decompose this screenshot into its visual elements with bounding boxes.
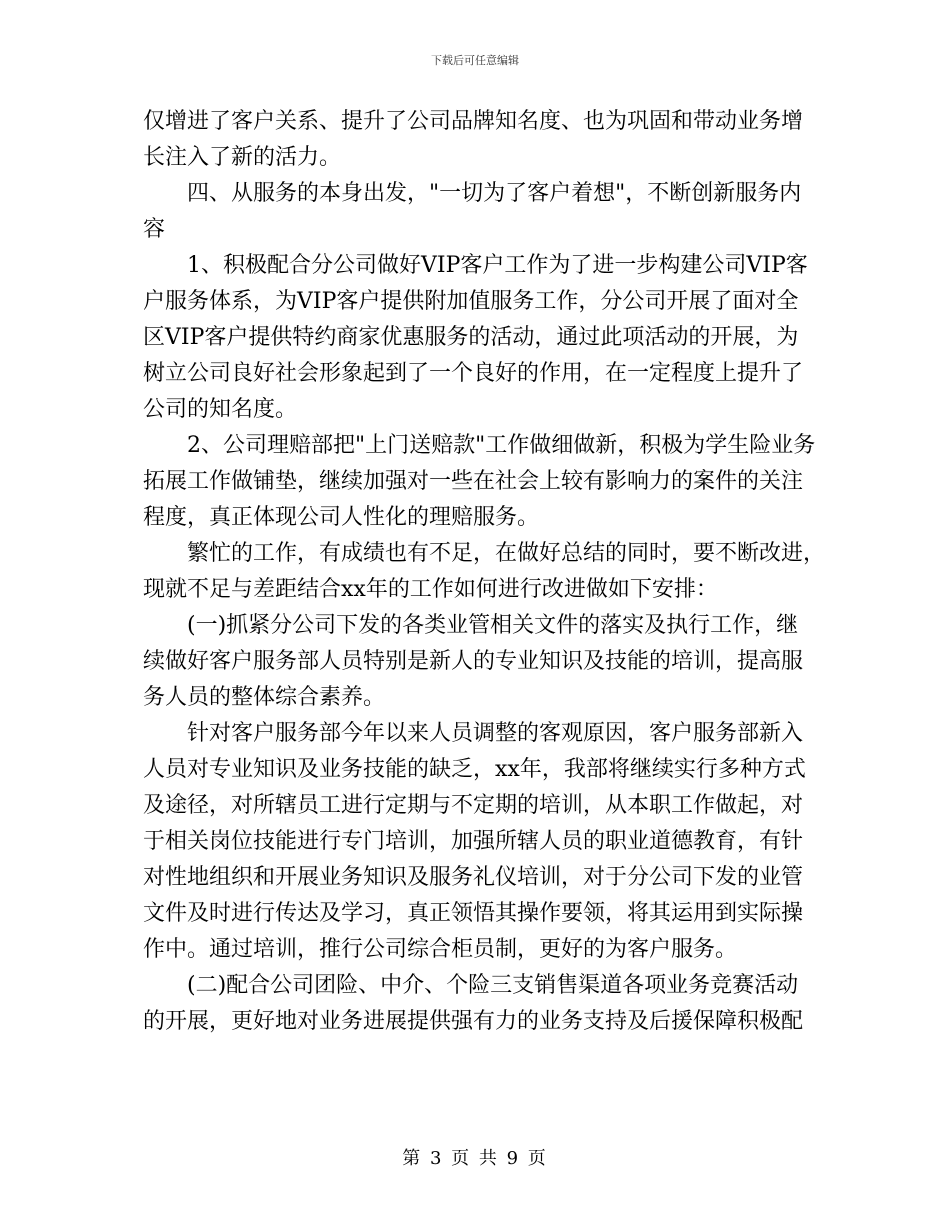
text-line: 文件及时进行传达及学习，真正领悟其操作要领，将其运用到实际操 <box>143 901 804 926</box>
text-line: 区VIP客户提供特约商家优惠服务的活动，通过此项活动的开展，为 <box>143 325 799 350</box>
text-line: 及途径，对所辖员工进行定期与不定期的培训，从本职工作做起，对 <box>143 793 804 818</box>
document-body <box>143 104 826 1040</box>
text-line: 务人员的整体综合素养。 <box>143 685 386 710</box>
text-line: 公司的知名度。 <box>143 397 298 422</box>
text-line: 对性地组织和开展业务知识及服务礼仪培训，对于分公司下发的业管 <box>143 865 804 890</box>
text-line: 于相关岗位技能进行专门培训，加强所辖人员的职业道德教育，有针 <box>143 829 804 854</box>
text-line: 树立公司良好社会形象起到了一个良好的作用，在一定程度上提升了 <box>143 361 804 386</box>
text-line: 现就不足与差距结合xx年的工作如何进行改进做如下安排： <box>143 577 718 602</box>
paragraph-first-line: 繁忙的工作，有成绩也有不足，在做好总结的同时，要不断改进， <box>187 541 826 566</box>
text-line: 的开展，更好地对业务进展提供强有力的业务支持及后援保障积极配 <box>143 1009 804 1034</box>
text-line: 作中。通过培训，推行公司综合柜员制，更好的为客户服务。 <box>143 937 738 962</box>
text-line: 长注入了新的活力。 <box>143 145 342 170</box>
paragraph-first-line: 四、从服务的本身出发，"一切为了客户着想"，不断创新服务内 <box>187 181 802 206</box>
paragraph-first-line: 2、公司理赔部把"上门送赔款"工作做细做新，积极为学生险业务 <box>187 433 816 458</box>
text-line: 人员对专业知识及业务技能的缺乏，xx年，我部将继续实行多种方式 <box>143 757 806 782</box>
text-line: 仅增进了客户关系、提升了公司品牌知名度、也为巩固和带动业务增 <box>143 109 804 134</box>
text-line: 程度，真正体现公司人性化的理赔服务。 <box>143 505 540 530</box>
paragraph-first-line: (一)抓紧分公司下发的各类业管相关文件的落实及执行工作，继 <box>187 613 799 638</box>
page-footer: 第 3 页 共 9 页 <box>402 1148 548 1169</box>
text-line: 户服务体系，为VIP客户提供附加值服务工作，分公司开展了面对全 <box>143 289 799 314</box>
page-header: 下载后可任意编辑 <box>431 54 519 67</box>
text-line: 拓展工作做铺垫，继续加强对一些在社会上较有影响力的案件的关注 <box>143 469 804 494</box>
paragraph-first-line: 1、积极配合分公司做好VIP客户工作为了进一步构建公司VIP客 <box>187 253 808 278</box>
text-line: 续做好客户服务部人员特别是新人的专业知识及技能的培训，提高服 <box>143 649 804 674</box>
text-line: 容 <box>143 217 166 242</box>
paragraph-first-line: (二)配合公司团险、中介、个险三支销售渠道各项业务竞赛活动 <box>187 973 799 998</box>
paragraph-first-line: 针对客户服务部今年以来人员调整的客观原因，客户服务部新入 <box>187 721 804 746</box>
